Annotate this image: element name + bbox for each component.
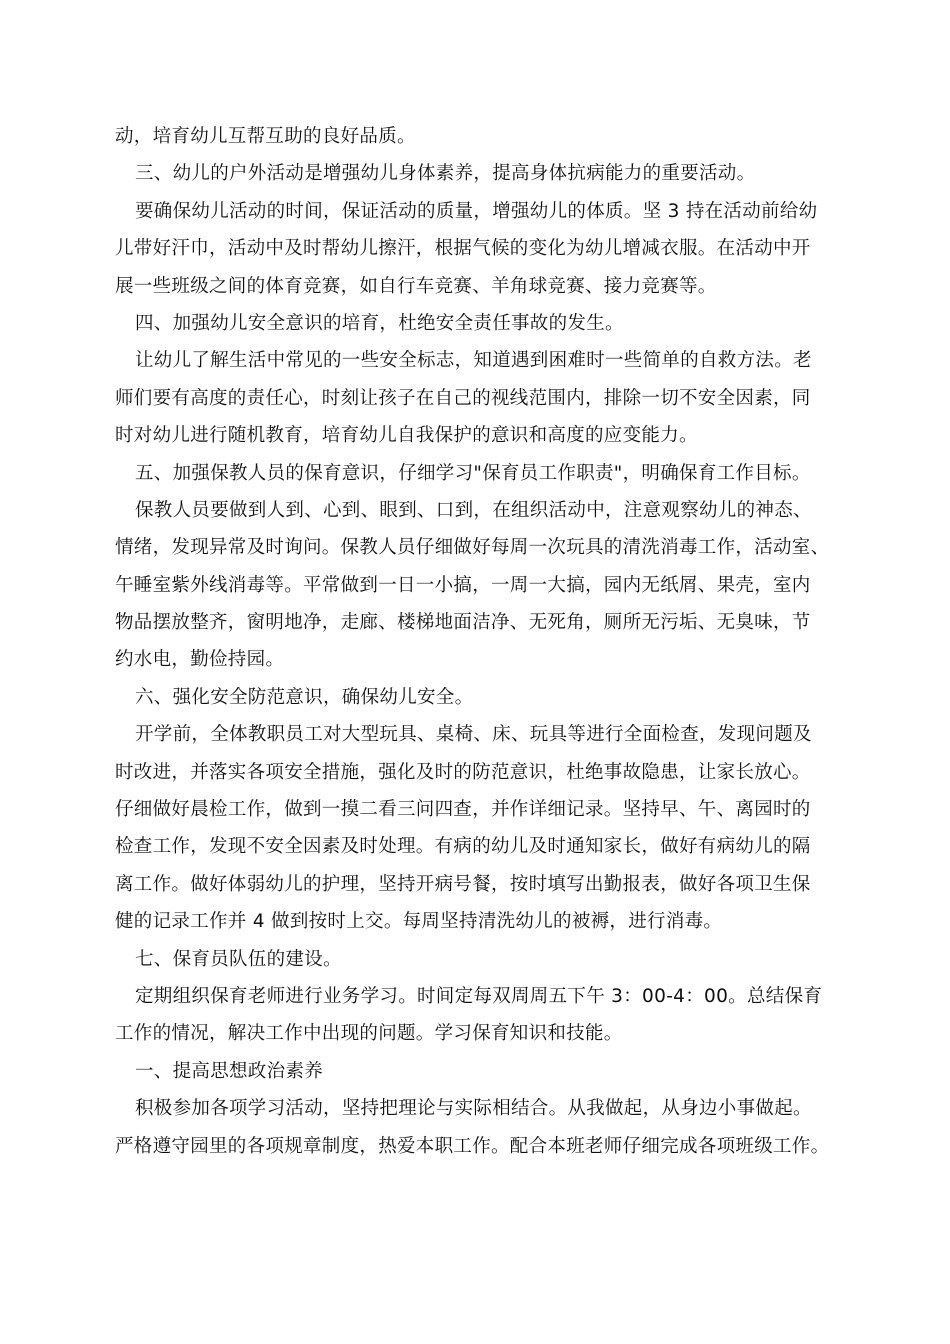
text-line: 七、保育员队伍的建设。: [135, 948, 342, 970]
text-line: 开学前，全体教职员工对大型玩具、桌椅、床、玩具等进行全面检查，发现问题及: [135, 724, 812, 746]
text-line: 积极参加各项学习活动，坚持把理论与实际相结合。从我做起，从身边小事做起。: [135, 1098, 812, 1120]
document-body: [115, 118, 845, 1165]
text-line: 师们要有高度的责任心，时刻让孩子在自己的视线范围内，排除一切不安全因素，同: [115, 387, 811, 409]
text-line: 保教人员要做到人到、心到、眼到、口到，在组织活动中，注意观察幼儿的神态、: [135, 499, 812, 521]
text-line: 情绪，发现异常及时询问。保教人员仔细做好每周一次玩具的清洗消毒工作，活动室、: [115, 537, 830, 559]
text-line: 约水电，勤俭持园。: [115, 649, 285, 671]
text-line: 定期组织保育老师进行业务学习。时间定每双周周五下午 3：00-4：00。总结保育: [135, 985, 823, 1007]
text-line: 展一些班级之间的体育竞赛，如自行车竞赛、羊角球竞赛、接力竞赛等。: [115, 275, 717, 297]
text-line: 一、提高思想政治素养: [135, 1060, 324, 1082]
text-line: 严格遵守园里的各项规章制度，热爱本职工作。配合本班老师仔细完成各项班级工作。: [115, 1135, 830, 1157]
text-line: 时对幼儿进行随机教育，培育幼儿自我保护的意识和高度的应变能力。: [115, 425, 698, 447]
text-line: 三、幼儿的户外活动是增强幼儿身体素养，提高身体抗病能力的重要活动。: [135, 163, 756, 185]
text-line: 物品摆放整齐，窗明地净，走廊、楼梯地面洁净、无死角，厕所无污垢、无臭味，节: [115, 612, 811, 634]
text-line: 工作的情况，解决工作中出现的问题。学习保育知识和技能。: [115, 1023, 623, 1045]
text-line: 要确保幼儿活动的时间，保证活动的质量，增强幼儿的体质。坚 3 持在活动前给幼: [135, 200, 818, 222]
text-line: 儿带好汗巾，活动中及时帮幼儿擦汗，根据气候的变化为幼儿增减衣服。在活动中开: [115, 238, 811, 260]
text-line: 健的记录工作并 4 做到按时上交。每周坚持清洗幼儿的被褥，进行消毒。: [115, 911, 723, 933]
text-line: 离工作。做好体弱幼儿的护理，坚持开病号餐，按时填写出勤报表，做好各项卫生保: [115, 873, 811, 895]
text-line: 检查工作，发现不安全因素及时处理。有病的幼儿及时通知家长，做好有病幼儿的隔: [115, 836, 811, 858]
text-line: 五、加强保教人员的保育意识，仔细学习"保育员工作职责"，明确保育工作目标。: [135, 462, 811, 484]
text-line: 时改进，并落实各项安全措施，强化及时的防范意识，杜绝事故隐患，让家长放心。: [115, 761, 811, 783]
text-line: 六、强化安全防范意识，确保幼儿安全。: [135, 686, 474, 708]
text-line: 让幼儿了解生活中常见的一些安全标志，知道遇到困难时一些简单的自救方法。老: [135, 350, 812, 372]
text-line: 动，培育幼儿互帮互助的良好品质。: [115, 126, 416, 147]
text-line: 仔细做好晨检工作，做到一摸二看三问四查，并作详细记录。坚持早、午、离园时的: [115, 799, 811, 821]
text-line: 四、加强幼儿安全意识的培育，杜绝安全责任事故的发生。: [135, 312, 624, 334]
text-line: 午睡室紫外线消毒等。平常做到一日一小搞，一周一大搞，园内无纸屑、果壳，室内: [115, 574, 811, 596]
